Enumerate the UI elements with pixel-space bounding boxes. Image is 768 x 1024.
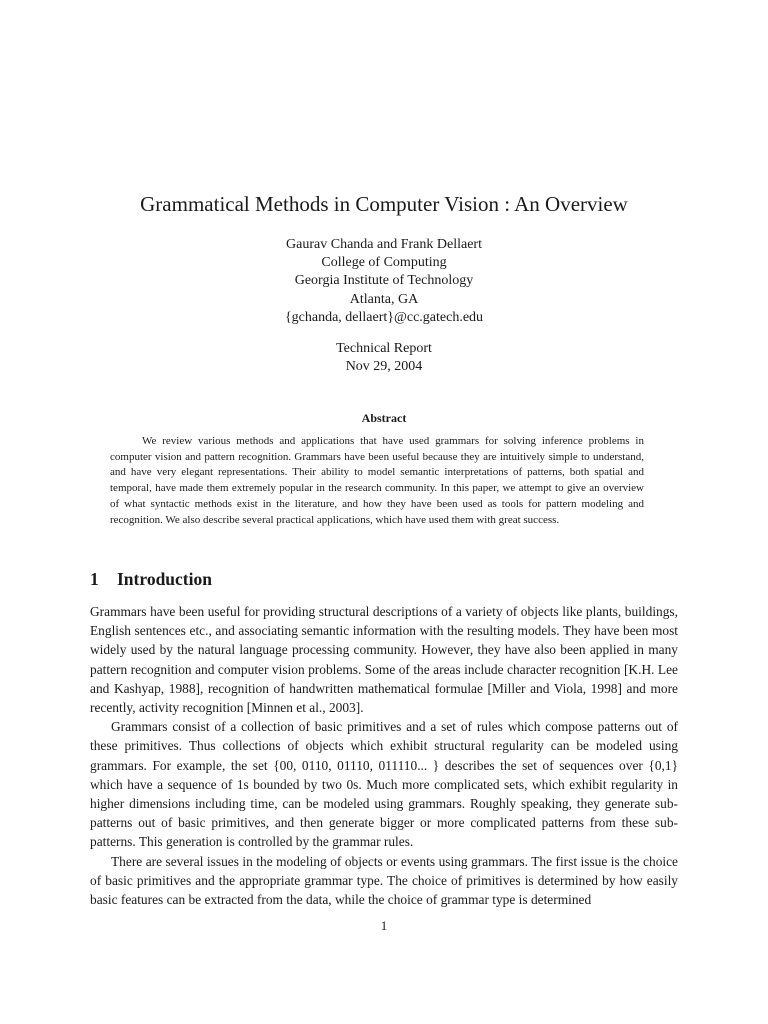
section-number: 1: [90, 569, 99, 589]
abstract-heading: Abstract: [361, 411, 407, 425]
author-location: Atlanta, GA: [349, 291, 419, 307]
author-block: [0, 236, 768, 327]
body-paragraph: Grammars have been useful for providing structural descriptions of a variety of objects like plants, buildings, English sentences etc., and associating semantic information with the resulting models. They have been most widely used by the natural language processing community. However, they have also been applied in many pattern recognition and computer vision problems. Some of the areas include character recognition [K.H. Lee and Kashyap, 1988], recognition of handwritten mathematical formulae [Miller and Viola, 1998] and more recently, activity recognition [Minnen et al., 2003].: [90, 604, 678, 716]
abstract-text: We review various methods and applications that have used grammars for solving inference problems in computer vision and pattern recognition. Grammars have been useful because they are intuitively simple to understand, and have very elegant representations. Their ability to model semantic interpretations of patterns, both spatial and temporal, have made them extremely popular in the research community. In this paper, we attempt to give an overview of what syntactic methods exist in the literature, and how they have been used as tools for pattern modeling and recognition. We also describe several practical applications, which have used them with great success.: [110, 435, 644, 526]
page-number: 1: [380, 918, 388, 933]
report-date: Nov 29, 2004: [345, 359, 423, 374]
author-email: {gchanda, dellaert}@cc.gatech.edu: [284, 309, 484, 325]
body-paragraph: Grammars consist of a collection of basic primitives and a set of rules which compose patterns out of these primitives. Thus collections of objects which exhibit structural regularity can be modeled using grammars. For example, the set {00, 0110, 01110, 011110... } describes the set of sequences over {0,1} which have a sequence of 1s bounded by two 0s. Much more complicated sets, which exhibit regularity in higher dimensions including time, can be modeled using grammars. Roughly speaking, they generate sub-patterns out of basic primitives, and then generate bigger or more complicated patterns from these sub-patterns. This generation is controlled by the grammar rules.: [90, 719, 678, 850]
report-info: [0, 340, 768, 376]
paper-title: Grammatical Methods in Computer Vision : An Overview: [140, 192, 628, 216]
section-body: [90, 602, 678, 909]
section-title: Introduction: [117, 569, 212, 589]
author-department: College of Computing: [321, 255, 447, 271]
author-names: Gaurav Chanda and Frank Dellaert: [286, 237, 482, 252]
body-paragraph: There are several issues in the modeling of objects or events using grammars. The first issue is the choice of basic primitives and the appropriate grammar type. The choice of primitives is determined by how easily basic features can be extracted from the data, while the choice of grammar type is determined: [90, 853, 678, 908]
report-type: Technical Report: [336, 341, 432, 356]
author-institution: Georgia Institute of Technology: [294, 273, 474, 289]
section-heading: [90, 567, 212, 591]
